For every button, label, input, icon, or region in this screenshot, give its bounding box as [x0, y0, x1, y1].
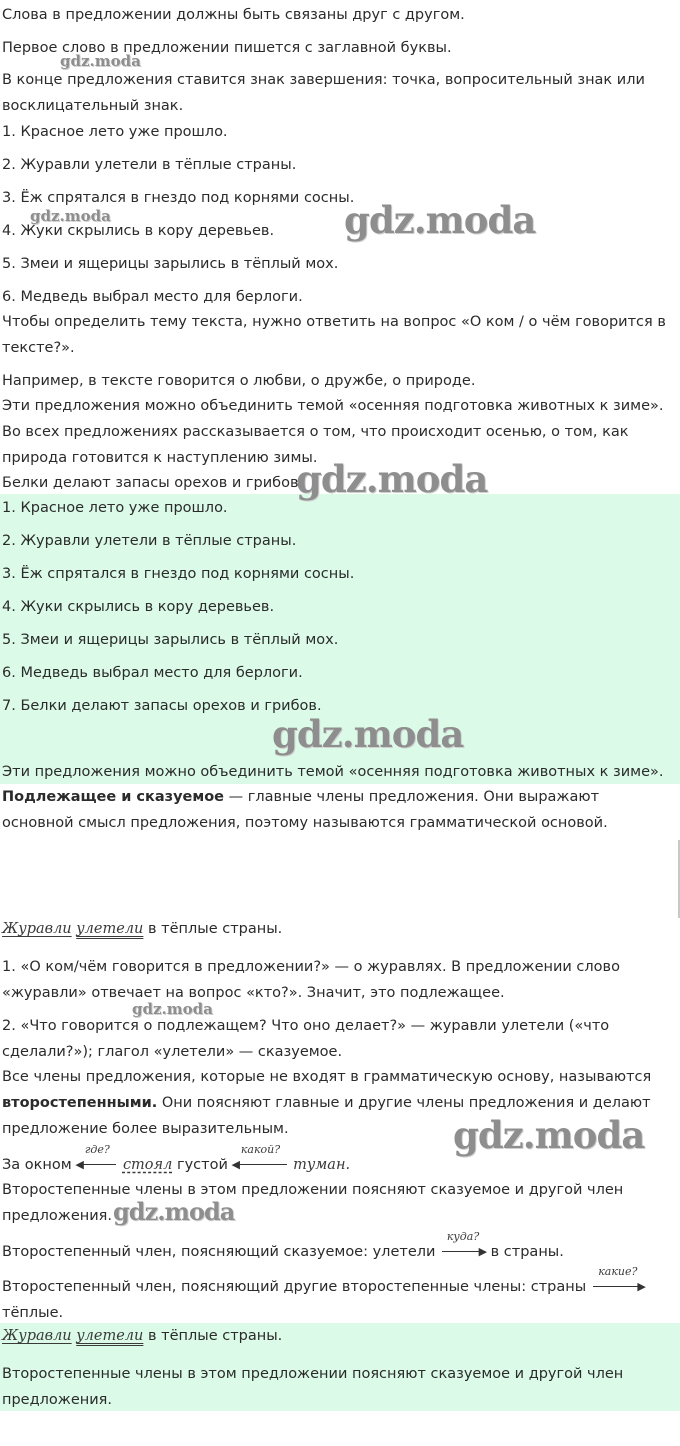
question-where-to: куда? — [446, 1230, 480, 1243]
fog-noun: туман. — [293, 1157, 351, 1173]
sentence-2: 2. Журавли улетели в тёплые страны. — [2, 157, 297, 173]
sentence-6: 6. Медведь выбрал место для берлоги. — [2, 289, 303, 305]
example-predicate: улетели — [76, 921, 144, 937]
fog-verb: стоял — [122, 1157, 173, 1173]
final-explanation: Второстепенные члены в этом предложении поясняют сказуемое и другой член предложения. — [2, 1366, 624, 1408]
fog-explanation: Второстепенные члены в этом предложении поясняют сказуемое и другой член предложения. — [2, 1182, 624, 1224]
final-example-sentence — [2, 1323, 672, 1349]
secondary-term: второстепенными. — [2, 1095, 158, 1111]
fog-pre: За окном — [2, 1157, 72, 1173]
sec-pred-post: в страны. — [490, 1244, 564, 1260]
question-which-plural: какие? — [598, 1265, 638, 1278]
sentence-1: 1. Красное лето уже прошло. — [2, 124, 228, 140]
arrow-left-icon: ◀ — [75, 1158, 84, 1171]
example-subject: Журавли — [2, 921, 72, 937]
answer-sentence-5: 5. Змеи и ящерицы зарылись в тёплый мох. — [2, 632, 339, 648]
final-subject: Журавли — [2, 1328, 72, 1344]
grammar-basis-term: Подлежащее и сказуемое — [2, 789, 225, 805]
sentence-5: 5. Змеи и ящерицы зарылись в тёплый мох. — [2, 256, 339, 272]
topic-rule: Чтобы определить тему текста, нужно ответить на вопрос «О ком / о чём говорится в тексте?». — [2, 314, 666, 356]
question-where: где? — [84, 1143, 110, 1156]
rule-capital-letter: Первое слово в предложении пишется с заглавной буквы. — [2, 40, 452, 56]
watermark: gdz.moda — [60, 52, 141, 70]
sec-other-pre: Второстепенный член, поясняющий другие второстепенные члены: страны — [2, 1279, 587, 1295]
watermark: gdz.moda — [272, 712, 464, 756]
secondary-predicate-example — [2, 1230, 672, 1265]
watermark: gdz.moda — [453, 1113, 645, 1157]
watermark: gdz.moda — [344, 198, 536, 242]
watermark: gdz.moda — [296, 457, 488, 501]
sentence-4: 4. Жуки скрылись в кору деревьев. — [2, 223, 275, 239]
arrow-which — [231, 1143, 287, 1171]
answer-topic: Эти предложения можно объединить темой «осенняя подготовка животных к зиме». — [2, 764, 664, 780]
question-which: какой? — [240, 1143, 281, 1156]
example-rest: в тёплые страны. — [143, 921, 283, 937]
final-rest: в тёплые страны. — [143, 1328, 283, 1344]
fog-adj: густой — [176, 1157, 228, 1173]
arrow-right-icon: ▶ — [637, 1280, 646, 1293]
answer-sentence-6: 6. Медведь выбрал место для берлоги. — [2, 665, 303, 681]
secondary-post: Они поясняют главные и другие члены предложения и делают предложение более выразительным. — [2, 1095, 651, 1137]
example-sentence — [2, 916, 672, 942]
sec-pred-pre: Второстепенный член, поясняющий сказуемое: улетели — [2, 1244, 436, 1260]
added-sentence: Белки делают запасы орехов и грибов. — [2, 475, 304, 491]
arrow-where — [75, 1143, 116, 1171]
watermark: gdz.moda — [132, 1000, 213, 1018]
rule-linked-words: Слова в предложении должны быть связаны друг с другом. — [2, 7, 465, 23]
sentence-3: 3. Ёж спрятался в гнездо под корнями сосны. — [2, 190, 355, 206]
grammar-basis-text: — главные члены предложения. Они выражают основной смысл предложения, поэтому называются грамматической основой. — [2, 789, 608, 831]
secondary-pre: Все члены предложения, которые не входят в грамматическую основу, называются — [2, 1069, 652, 1085]
watermark: gdz.moda — [30, 207, 111, 225]
arrow-left-icon: ◀ — [231, 1158, 240, 1171]
answer-sentence-2: 2. Журавли улетели в тёплые страны. — [2, 533, 297, 549]
secondary-other-example — [2, 1265, 672, 1326]
rule-end-mark: В конце предложения ставится знак завершения: точка, вопросительный знак или восклицательный знак. — [2, 72, 645, 114]
answer-sentence-7: 7. Белки делают запасы орехов и грибов. — [2, 698, 322, 714]
grammar-basis-definition — [2, 784, 672, 836]
watermark: gdz.moda — [113, 1197, 235, 1226]
sec-other-post: тёплые. — [2, 1305, 64, 1321]
analysis-step-2: 2. «Что говорится о подлежащем? Что оно делает?» — журавли улетели («что сделали?»); глагол «улетели» — сказуемое. — [2, 1018, 610, 1060]
answer-sentence-1: 1. Красное лето уже прошло. — [2, 500, 228, 516]
final-predicate: улетели — [76, 1328, 144, 1344]
topic-example: Например, в тексте говорится о любви, о дружбе, о природе. — [2, 373, 476, 389]
answer-sentence-4: 4. Жуки скрылись в кору деревьев. — [2, 599, 275, 615]
arrow-which-plural — [593, 1265, 646, 1293]
topic-explanation: Эти предложения можно объединить темой «осенняя подготовка животных к зиме». Во всех предложениях рассказывается о том, что происходит осенью, о том, как природа готовится к наступлению зимы. — [2, 398, 664, 466]
answer-sentence-3: 3. Ёж спрятался в гнездо под корнями сосны. — [2, 566, 355, 582]
arrow-right-icon: ▶ — [478, 1245, 488, 1258]
arrow-where-to — [442, 1230, 488, 1258]
analysis-step-1: 1. «О ком/чём говорится в предложении?» — о журавлях. В предложении слово «журавли» отвечает на вопрос «кто?». Значит, это подлежащее. — [2, 959, 620, 1001]
